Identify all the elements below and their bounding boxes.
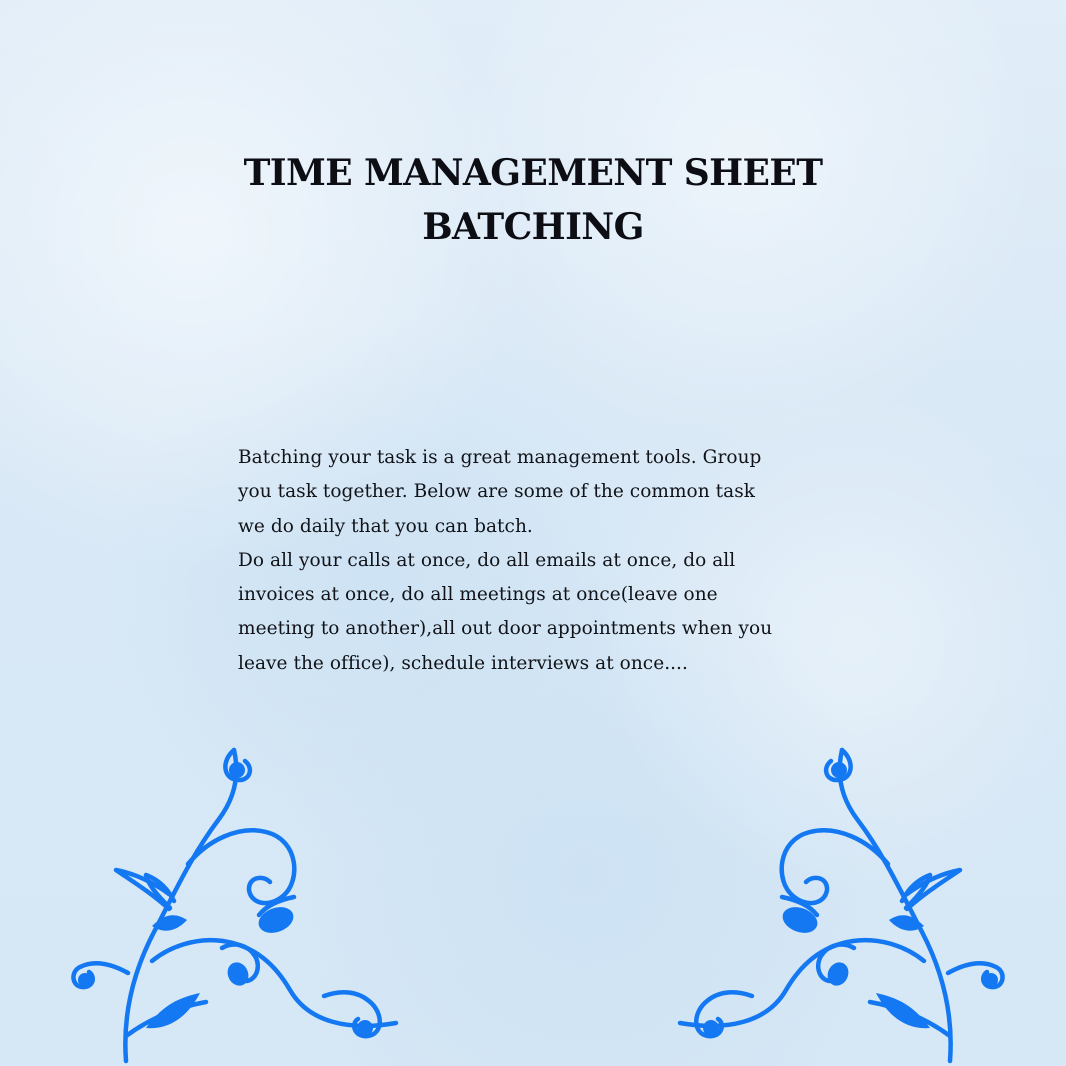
right-vine-upper-flower xyxy=(779,903,821,938)
left-vine-bottom-leaf xyxy=(146,993,200,1028)
left-vine-lower-left-bud xyxy=(78,973,92,987)
left-vine-middle-branch xyxy=(152,940,396,1026)
left-vine-lower-right-bud xyxy=(357,1020,373,1036)
paragraph-line-4: Do all your calls at once, do all emails at once, do all xyxy=(238,549,736,571)
paragraph-line-1: Batching your task is a great management tools. Group xyxy=(238,447,762,468)
right-vine-left-branch xyxy=(907,870,960,909)
right-vine-middle-branch xyxy=(680,940,924,1026)
right-vine-bottom-leaf xyxy=(876,993,930,1028)
batching-description xyxy=(238,441,878,681)
right-vine-top-bud xyxy=(831,762,847,778)
left-floral-vine-icon xyxy=(68,736,408,1066)
right-vine-middle-flower xyxy=(824,959,852,989)
left-vine-left-branch xyxy=(116,870,169,909)
paragraph-line-2: you task together. Below are some of the common task xyxy=(238,481,756,503)
title-line-1: TIME MANAGEMENT SHEET xyxy=(243,152,823,194)
title-line-2: BATCHING xyxy=(422,206,644,248)
left-vine-middle-flower xyxy=(224,959,252,989)
paragraph-line-7: leave the office), schedule interviews at once.... xyxy=(238,652,688,674)
paragraph-line-6: meeting to another),all out door appointments when you xyxy=(238,618,773,640)
paragraph-line-5: invoices at once, do all meetings at once(leave one xyxy=(238,584,718,606)
paragraph-line-3: we do daily that you can batch. xyxy=(238,515,533,537)
right-vine-leaf-1-fill xyxy=(889,915,924,930)
left-vine-top-bud xyxy=(229,762,245,778)
left-vine-upper-flower xyxy=(255,903,297,938)
right-floral-vine-icon xyxy=(668,736,1008,1066)
document-title xyxy=(0,146,1066,254)
right-vine-lower-right-bud xyxy=(703,1020,719,1036)
left-vine-leaf-1-fill xyxy=(152,915,187,930)
right-vine-lower-left-bud xyxy=(984,973,998,987)
